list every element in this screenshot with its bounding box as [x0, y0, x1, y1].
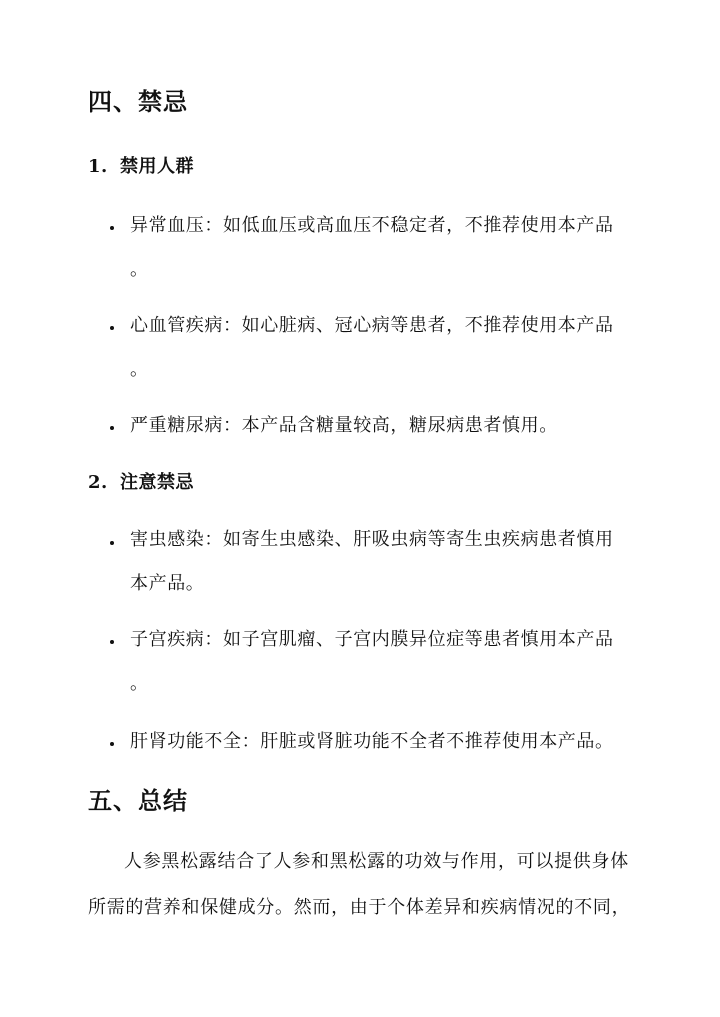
- subsection-number: 1.: [88, 156, 108, 177]
- subsection-title: 禁用人群: [120, 156, 194, 177]
- bullet-icon: [110, 226, 114, 230]
- section-heading-contraindications: 四、禁忌: [88, 87, 188, 116]
- list-item-text: 子宫疾病：如子宫肌瘤、子宫内膜异位症等患者慎用本产品: [130, 629, 614, 650]
- bullet-icon: [110, 326, 114, 330]
- subsection-title: 注意禁忌: [120, 472, 194, 493]
- paragraph-line: 人参黑松露结合了人参和黑松露的功效与作用，可以提供身体: [124, 851, 629, 872]
- subsection-number: 2.: [88, 472, 108, 493]
- list-item-text: 异常血压：如低血压或高血压不稳定者，不推荐使用本产品: [130, 215, 614, 236]
- list-item-text: 肝肾功能不全：肝脏或肾脏功能不全者不推荐使用本产品。: [130, 731, 614, 752]
- subsection-heading-prohibited-groups: [88, 158, 194, 176]
- bullet-icon: [110, 640, 114, 644]
- list-item-text-continued: 。: [130, 673, 149, 694]
- bullet-icon: [110, 742, 114, 746]
- list-item-text: 害虫感染：如寄生虫感染、肝吸虫病等寄生虫疾病患者慎用: [130, 529, 614, 550]
- list-item-text: 心血管疾病：如心脏病、冠心病等患者，不推荐使用本产品: [130, 315, 614, 336]
- bullet-icon: [110, 541, 114, 545]
- section-heading-summary: 五、总结: [88, 786, 188, 815]
- list-item-text-continued: 。: [130, 259, 149, 280]
- subsection-heading-precautions: [88, 474, 194, 492]
- bullet-icon: [110, 426, 114, 430]
- list-item-text-continued: 。: [130, 359, 149, 380]
- paragraph-line: 所需的营养和保健成分。然而，由于个体差异和疾病情况的不同，: [88, 897, 631, 918]
- list-item-text-continued: 本产品。: [130, 573, 205, 594]
- list-item-text: 严重糖尿病：本产品含糖量较高，糖尿病患者慎用。: [130, 415, 558, 436]
